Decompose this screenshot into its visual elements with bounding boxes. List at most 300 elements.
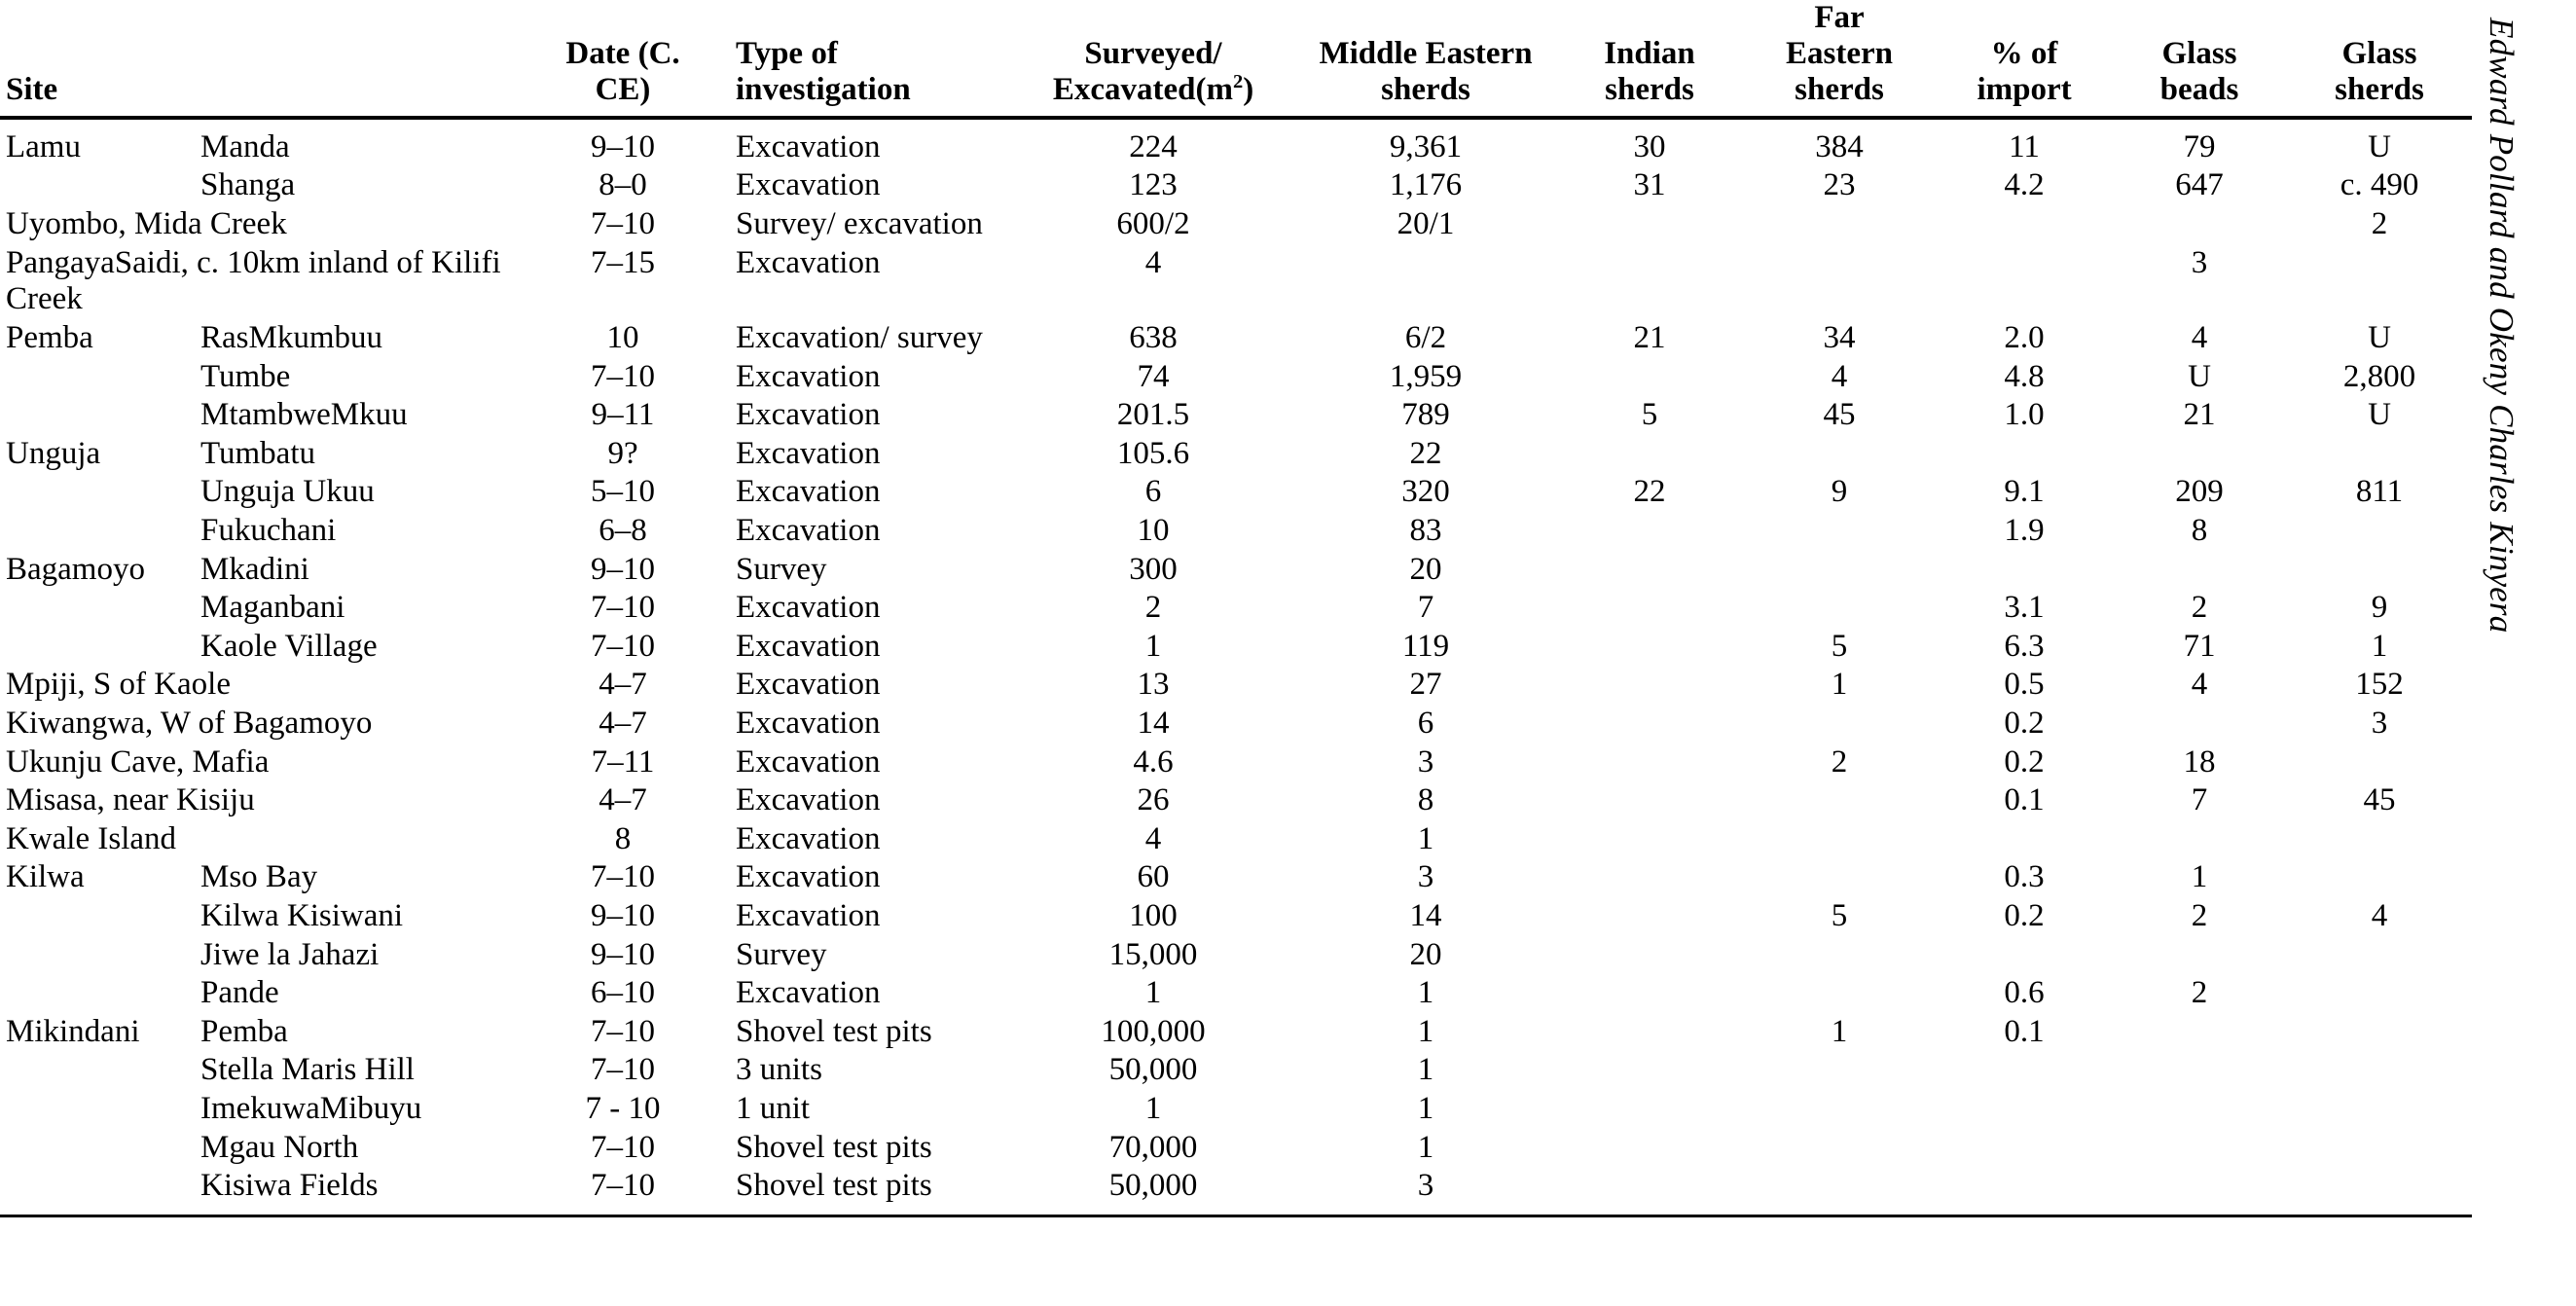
column-header-surveyed-excavated-area [1012,0,1294,118]
cell-surveyed-excavated-area: 10 [1137,512,1170,548]
cell-date: 7–10 [591,1013,656,1049]
column-header-fe-line3: sherds [1795,71,1884,107]
cell-region-name [0,1051,195,1090]
cell-middle-eastern-sherds: 83 [1409,512,1442,548]
cell-far-eastern-sherds: 1 [1831,1013,1848,1049]
cell-glass-beads: 1 [2191,859,2208,895]
cell-glass-beads: 18 [2183,744,2216,780]
cell-middle-eastern-sherds: 119 [1401,628,1450,664]
cell-indian-sherds [1557,551,1742,590]
cell-region-name [0,358,195,397]
cell-glass-sherds [2287,244,2472,319]
cell-site-name: Pemba [200,1013,288,1049]
cell-site-name: Mgau North [200,1129,359,1165]
cell-site-name: Ukunju Cave, Mafia [6,744,270,780]
cell-percent-of-import [1937,244,2112,319]
cell-glass-sherds: 9 [2371,590,2388,626]
table-row [0,705,2472,744]
cell-surveyed-excavated-area: 201.5 [1116,397,1190,433]
cell-type-of-investigation: Excavation [736,167,881,203]
cell-indian-sherds: 22 [1633,474,1666,510]
column-header-gs-line2: sherds [2335,71,2424,107]
table-row [0,936,2472,975]
cell-date: 7–10 [591,1052,656,1088]
cell-type-of-investigation: Excavation [736,590,881,626]
table-row [0,744,2472,782]
cell-region-name [0,396,195,435]
cell-type-of-investigation: Excavation [736,667,881,703]
cell-surveyed-excavated-area: 123 [1129,167,1178,203]
cell-far-eastern-sherds: 4 [1831,358,1848,394]
cell-indian-sherds: 5 [1641,397,1658,433]
table-row [0,435,2472,474]
cell-type-of-investigation: Excavation [736,820,881,856]
cell-far-eastern-sherds [1742,512,1937,551]
cell-glass-sherds [2287,512,2472,551]
cell-middle-eastern-sherds: 1 [1417,1091,1434,1127]
column-header-site-label: Site [6,71,58,107]
cell-far-eastern-sherds [1742,820,1937,859]
cell-region-name [0,589,195,628]
cell-glass-beads: 209 [2175,474,2224,510]
table-row [0,1090,2472,1129]
cell-surveyed-excavated-area: 224 [1129,128,1178,164]
cell-percent-of-import: 11 [2009,128,2040,164]
cell-glass-sherds: U [2368,319,2391,355]
cell-date: 7–10 [591,590,656,626]
cell-middle-eastern-sherds: 7 [1417,590,1434,626]
running-head-text: Edward Pollard and Okeny Charles Kinyera [2482,18,2521,634]
cell-indian-sherds: 30 [1633,128,1666,164]
cell-glass-beads [2112,1129,2287,1168]
cell-far-eastern-sherds [1742,1090,1937,1129]
cell-far-eastern-sherds: 384 [1815,128,1864,164]
cell-date: 7–10 [591,628,656,664]
cell-type-of-investigation: Excavation [736,358,881,394]
cell-date: 9? [607,435,638,471]
cell-glass-beads [2112,820,2287,859]
cell-far-eastern-sherds [1742,858,1937,897]
cell-far-eastern-sherds [1742,244,1937,319]
cell-date: 7–10 [591,1129,656,1165]
cell-middle-eastern-sherds: 789 [1401,397,1450,433]
cell-glass-beads [2112,936,2287,975]
cell-percent-of-import: 0.2 [2004,706,2045,741]
cell-far-eastern-sherds [1742,589,1937,628]
cell-far-eastern-sherds [1742,551,1937,590]
cell-glass-beads [2112,551,2287,590]
cell-site-name: MtambweMkuu [200,397,408,433]
cell-region-name [0,974,195,1013]
table-row [0,473,2472,512]
cell-glass-sherds [2287,858,2472,897]
cell-surveyed-excavated-area: 13 [1137,667,1170,703]
cell-percent-of-import [1937,551,2112,590]
cell-middle-eastern-sherds [1294,244,1557,319]
cell-glass-beads: 21 [2183,397,2216,433]
cell-date: 6–10 [591,975,656,1011]
cell-date: 9–10 [591,936,656,972]
cell-type-of-investigation: 3 units [736,1052,822,1088]
table-row [0,319,2472,358]
cell-glass-sherds: 3 [2371,706,2388,741]
cell-glass-sherds [2287,551,2472,590]
cell-indian-sherds [1557,1167,1742,1215]
column-header-gs-line1: Glass [2341,35,2417,71]
cell-surveyed-excavated-area: 74 [1137,358,1170,394]
cell-glass-beads: 8 [2191,512,2208,548]
cell-middle-eastern-sherds: 1 [1417,820,1434,856]
column-header-glass-sherds [2287,0,2472,118]
cell-region-name [0,897,195,936]
cell-region-name: Kilwa [6,859,85,895]
cell-indian-sherds [1557,1090,1742,1129]
table-row [0,974,2472,1013]
cell-surveyed-excavated-area: 26 [1137,782,1170,818]
table-header-row [0,0,2472,118]
cell-percent-of-import: 1.9 [2004,512,2045,548]
cell-middle-eastern-sherds: 3 [1294,1167,1557,1215]
cell-middle-eastern-sherds: 1,176 [1389,167,1463,203]
table-row [0,118,2472,167]
cell-percent-of-import [1937,1090,2112,1129]
cell-far-eastern-sherds: 1 [1831,667,1848,703]
cell-percent-of-import [1937,205,2112,244]
cell-region-name [0,1129,195,1168]
cell-type-of-investigation: Excavation [736,435,881,471]
cell-indian-sherds [1557,936,1742,975]
cell-far-eastern-sherds: 45 [1823,397,1856,433]
cell-percent-of-import: 9.1 [2004,474,2045,510]
cell-type-of-investigation: Shovel test pits [736,1013,932,1049]
cell-percent-of-import: 1.0 [2004,397,2045,433]
cell-indian-sherds [1557,974,1742,1013]
column-header-date-line2: CE) [595,71,651,107]
cell-far-eastern-sherds: 9 [1831,474,1848,510]
cell-glass-sherds [2287,1167,2472,1215]
cell-glass-beads: 2 [2191,898,2208,934]
cell-indian-sherds [1557,435,1742,474]
cell-indian-sherds [1557,820,1742,859]
cell-type-of-investigation: 1 unit [736,1091,811,1127]
cell-far-eastern-sherds: 2 [1831,744,1848,780]
table-row [0,551,2472,590]
cell-site-name: Fukuchani [200,512,337,548]
cell-region-name: Unguja [6,435,101,471]
column-header-fe-line2: Eastern [1786,35,1894,71]
cell-middle-eastern-sherds: 22 [1409,435,1442,471]
cell-far-eastern-sherds [1742,205,1937,244]
cell-region-name: Bagamoyo [6,551,145,587]
cell-site-name: Tumbatu [200,435,315,471]
cell-surveyed-excavated-area: 105.6 [1116,435,1190,471]
cell-surveyed-excavated-area: 4 [1144,244,1162,280]
cell-glass-sherds [2287,435,2472,474]
table-row [0,1129,2472,1168]
cell-far-eastern-sherds [1742,1129,1937,1168]
cell-type-of-investigation: Excavation [736,898,881,934]
cell-date: 7–10 [591,206,656,242]
cell-indian-sherds: 31 [1633,167,1666,203]
cell-percent-of-import: 0.1 [2004,782,2045,818]
cell-percent-of-import [1937,435,2112,474]
cell-middle-eastern-sherds: 1,959 [1389,358,1463,394]
column-header-date [516,0,730,118]
cell-percent-of-import: 0.6 [2004,975,2045,1011]
cell-date: 7–10 [591,859,656,895]
cell-glass-sherds: 2 [2371,206,2388,242]
cell-date: 9–11 [591,397,655,433]
cell-surveyed-excavated-area: 50,000 [1108,1052,1198,1088]
cell-far-eastern-sherds: 5 [1831,628,1848,664]
cell-middle-eastern-sherds: 320 [1401,474,1450,510]
cell-surveyed-excavated-area: 15,000 [1108,936,1198,972]
table-body [0,118,2472,1216]
cell-percent-of-import: 0.3 [2004,859,2045,895]
cell-site-name: PangayaSaidi, c. 10km inland of Kilifi Creek [6,244,501,317]
cell-far-eastern-sherds [1742,435,1937,474]
table-row [0,512,2472,551]
cell-site-name: Misasa, near Kisiju [6,782,255,818]
cell-surveyed-excavated-area: 100,000 [1101,1013,1206,1049]
cell-glass-beads [2112,1090,2287,1129]
cell-glass-beads [2112,1013,2287,1052]
cell-indian-sherds [1557,897,1742,936]
cell-glass-sherds [2287,1129,2472,1168]
column-header-me-line2: sherds [1381,71,1470,107]
column-header-area-paren: ) [1243,71,1254,107]
cell-date: 7–11 [591,744,655,780]
cell-type-of-investigation: Excavation [736,706,881,741]
cell-middle-eastern-sherds: 3 [1417,744,1434,780]
column-header-middle-eastern-sherds [1294,0,1557,118]
cell-middle-eastern-sherds: 8 [1417,782,1434,818]
column-header-gb-line2: beads [2159,71,2239,107]
cell-type-of-investigation: Excavation [736,244,881,280]
cell-date: 7 - 10 [585,1091,661,1127]
cell-indian-sherds [1557,1013,1742,1052]
cell-site-name: Tumbe [200,358,291,394]
cell-site-name: Mkadini [200,551,309,587]
cell-surveyed-excavated-area: 2 [1144,590,1162,626]
cell-date: 5–10 [591,474,656,510]
column-header-indian-sherds [1557,0,1742,118]
cell-middle-eastern-sherds: 9,361 [1389,128,1463,164]
cell-date: 9–10 [591,551,656,587]
table-row [0,358,2472,397]
cell-glass-beads: U [2188,358,2211,394]
cell-far-eastern-sherds: 34 [1823,319,1856,355]
column-header-area-line1: Surveyed/ [1084,35,1222,71]
cell-surveyed-excavated-area: 1 [1144,975,1162,1011]
cell-percent-of-import [1937,1167,2112,1215]
cell-region-name [0,166,195,205]
cell-glass-sherds: 45 [2363,782,2396,818]
cell-glass-beads: 3 [2191,244,2208,280]
cell-surveyed-excavated-area: 4 [1144,820,1162,856]
cell-percent-of-import: 0.5 [2004,667,2045,703]
cell-type-of-investigation: Excavation [736,975,881,1011]
cell-surveyed-excavated-area: 100 [1129,898,1178,934]
cell-date: 7–10 [516,1167,730,1215]
cell-indian-sherds [1557,358,1742,397]
cell-percent-of-import: 6.3 [2004,628,2045,664]
cell-indian-sherds [1557,205,1742,244]
cell-surveyed-excavated-area: 300 [1129,551,1178,587]
cell-region-name [0,473,195,512]
cell-far-eastern-sherds [1742,974,1937,1013]
cell-date: 4–7 [599,706,647,741]
cell-percent-of-import [1937,936,2112,975]
cell-region-name: Lamu [6,128,81,164]
column-header-type-of-investigation [730,0,1012,118]
cell-region-name [0,628,195,667]
column-header-gb-line1: Glass [2161,35,2237,71]
cell-middle-eastern-sherds: 1 [1417,1052,1434,1088]
column-header-pct-line1: % of [1990,35,2058,71]
cell-date: 7–10 [591,358,656,394]
cell-type-of-investigation: Survey [736,551,827,587]
cell-middle-eastern-sherds: 1 [1417,1013,1434,1049]
cell-site-name: Maganbani [200,590,345,626]
column-header-type-line1: Type of [736,35,838,71]
column-header-far-eastern-sherds [1742,0,1937,118]
cell-far-eastern-sherds [1742,1167,1937,1215]
cell-type-of-investigation: Excavation/ survey [736,319,983,355]
cell-glass-sherds [2287,936,2472,975]
cell-percent-of-import: 4.8 [2004,358,2045,394]
cell-surveyed-excavated-area: 60 [1137,859,1170,895]
cell-indian-sherds [1557,512,1742,551]
cell-glass-beads [2112,705,2287,744]
cell-surveyed-excavated-area: 50,000 [1012,1167,1294,1215]
cell-site-name: Pande [200,975,279,1011]
cell-glass-beads: 2 [2191,975,2208,1011]
table-row [0,1013,2472,1052]
cell-glass-sherds: 4 [2371,898,2388,934]
cell-indian-sherds [1557,244,1742,319]
cell-region-name [0,936,195,975]
cell-site-name: Kwale Island [6,820,177,856]
cell-glass-sherds [2287,820,2472,859]
cell-glass-sherds [2287,1013,2472,1052]
cell-far-eastern-sherds [1742,1051,1937,1090]
cell-type-of-investigation: Excavation [736,628,881,664]
column-header-area-line2 [1053,72,1253,107]
cell-glass-sherds: 811 [2355,474,2404,510]
cell-indian-sherds: 21 [1633,319,1666,355]
cell-surveyed-excavated-area: 4.6 [1133,744,1174,780]
cell-site-name: Kisiwa Fields [195,1167,516,1215]
cell-middle-eastern-sherds: 1 [1417,1129,1434,1165]
cell-date: 7–15 [591,244,656,280]
cell-percent-of-import [1937,1129,2112,1168]
cell-region-name [0,1090,195,1129]
cell-region-name [0,512,195,551]
table-row [0,589,2472,628]
cell-type-of-investigation: Excavation [736,512,881,548]
cell-site-name: Shanga [200,167,296,203]
cell-glass-sherds [2287,744,2472,782]
column-header-area-superscript: 2 [1232,70,1244,92]
cell-surveyed-excavated-area: 14 [1137,706,1170,741]
cell-glass-sherds [2287,1090,2472,1129]
cell-percent-of-import: 0.2 [2004,898,2045,934]
cell-far-eastern-sherds: 23 [1823,167,1856,203]
cell-surveyed-excavated-area: 1 [1144,628,1162,664]
table-row [0,628,2472,667]
cell-site-name: Uyombo, Mida Creek [6,206,287,242]
column-header-indian-line1: Indian [1604,35,1695,71]
cell-date: 4–7 [599,782,647,818]
cell-type-of-investigation: Excavation [736,128,881,164]
cell-glass-beads: 4 [2191,667,2208,703]
cell-percent-of-import: 0.1 [2004,1013,2045,1049]
cell-glass-sherds [2287,974,2472,1013]
cell-far-eastern-sherds [1742,936,1937,975]
column-header-type-line2: investigation [736,71,911,107]
cell-type-of-investigation: Excavation [736,474,881,510]
cell-glass-beads: 4 [2191,319,2208,355]
cell-indian-sherds [1557,781,1742,820]
column-header-site [0,0,516,118]
table-row [0,396,2472,435]
column-header-date-line1: Date (C. [565,35,680,71]
cell-middle-eastern-sherds: 6 [1417,706,1434,741]
cell-glass-beads [2112,435,2287,474]
column-header-glass-beads [2112,0,2287,118]
cell-glass-sherds: 152 [2355,667,2404,703]
cell-type-of-investigation: Excavation [736,859,881,895]
cell-glass-sherds: 2,800 [2342,358,2416,394]
table-row [0,666,2472,705]
column-header-percent-of-import [1937,0,2112,118]
cell-percent-of-import: 2.0 [2004,319,2045,355]
cell-site-name: Kaole Village [200,628,378,664]
cell-glass-beads [2112,205,2287,244]
cell-region-name: Pemba [6,319,93,355]
table-row [0,897,2472,936]
cell-middle-eastern-sherds: 27 [1409,667,1442,703]
cell-indian-sherds [1557,858,1742,897]
cell-percent-of-import: 0.2 [2004,744,2045,780]
cell-percent-of-import [1937,1051,2112,1090]
table-row [0,781,2472,820]
cell-date: 9–10 [591,128,656,164]
cell-date: 8 [614,820,632,856]
column-header-me-line1: Middle Eastern [1319,35,1533,71]
column-header-indian-line2: sherds [1605,71,1694,107]
cell-glass-beads [2112,1051,2287,1090]
table-row [0,858,2472,897]
cell-glass-beads: 79 [2183,128,2216,164]
cell-indian-sherds [1557,1129,1742,1168]
cell-site-name: ImekuwaMibuyu [200,1091,422,1127]
cell-middle-eastern-sherds: 20 [1409,551,1442,587]
cell-site-name: RasMkumbuu [200,319,383,355]
cell-date: 8–0 [599,167,647,203]
cell-site-name: Kiwangwa, W of Bagamoyo [6,706,373,741]
cell-percent-of-import: 3.1 [2004,590,2045,626]
cell-surveyed-excavated-area: 70,000 [1108,1129,1198,1165]
cell-region-name: Mikindani [6,1013,140,1049]
cell-middle-eastern-sherds: 1 [1417,975,1434,1011]
cell-far-eastern-sherds: 5 [1831,898,1848,934]
cell-indian-sherds [1557,744,1742,782]
cell-indian-sherds [1557,589,1742,628]
cell-site-name: Unguja Ukuu [200,474,375,510]
cell-surveyed-excavated-area: 1 [1144,1091,1162,1127]
